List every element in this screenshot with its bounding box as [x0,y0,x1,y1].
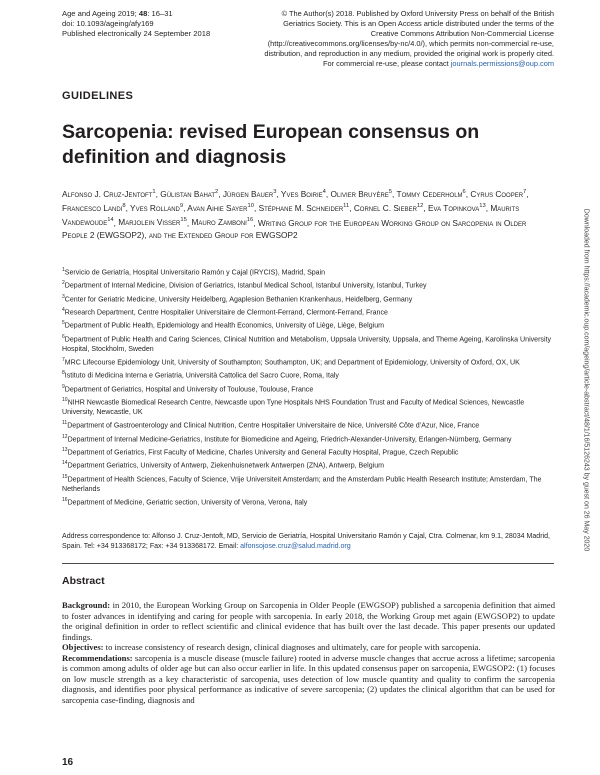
affiliation-text: Department of Internal Medicine, Division of Geriatrics, Istanbul Medical School, Istanbul University, Istanbul, Turkey [64,282,427,290]
journal-volume: 48 [138,9,148,18]
author-name: Avan Aihie Sayer [187,203,248,214]
author-affiliation-marker: 3 [273,189,277,195]
section-divider [62,563,554,564]
author-name: Cyrus Cooper [470,188,524,199]
affiliation-text: Servicio de Geriatría, Hospital Universitario Ramón y Cajal (IRYCIS), Madrid, Spain [64,269,326,277]
affiliation-text: Department of Geriatrics, First Faculty of Medicine, Charles University and General Faculty Hospital, Prague, Czech Republic [67,449,459,457]
license-notice [264,9,554,69]
download-watermark: Downloaded from https://academic.oup.com/ageing/article-abstract/48/1/16/5126243 by guest on 26 May 2020 [582,208,590,552]
author-entry [62,203,126,213]
affiliation-item [62,382,556,395]
author-affiliation-marker: 11 [343,203,350,210]
author-name: Alfonso J. Cruz-Jentoft [62,188,153,199]
author-group: Writing Group for the European Working Group on Sarcopenia in Older People 2 (EWGSOP2), and the Extended Group for EWGSOP2 [62,217,527,240]
author-name: Stéphane M. Schneider [258,203,344,214]
affiliation-number: 15 [62,473,68,480]
permissions-email-link[interactable]: journals.permissions@oup.com [450,59,554,68]
author-name: Olivier Bruyère [330,188,389,199]
author-entry [281,189,326,199]
journal-citation [62,9,262,19]
author-affiliation-marker: 13 [479,203,486,210]
author-affiliation-marker: 15 [180,217,187,224]
affiliation-number: 13 [62,447,68,454]
affiliation-item [62,495,556,508]
author-entry [191,217,253,227]
author-affiliation-marker: 5 [388,189,393,195]
author-affiliation-marker: 12 [416,203,424,210]
journal-citation-prefix: Age and Ageing 2019; [62,9,139,18]
affiliation-item [62,395,556,418]
author-affiliation-marker: 1 [152,189,156,195]
journal-doi: doi: 10.1093/ageing/afy169 [62,19,154,28]
affiliation-text: NIHR Newcastle Biomedical Research Centre, Newcastle upon Tyne Hospitals NHS Foundation Trust and Faculty of Medical Sciences, Newcastle University, Newcastle, UK [62,399,525,417]
affiliation-item [62,445,556,458]
author-affiliation-marker: 6 [462,189,466,195]
author-affiliation-marker: 9 [179,203,184,210]
affiliation-item [62,458,556,471]
affiliation-item [62,368,556,381]
journal-citation-block [62,9,262,39]
author-name: Jürgen Bauer [222,188,274,199]
affiliation-text: Center for Geriatric Medicine, University Heidelberg, Agaplesion Bethanien Krankenhaus, Heidelberg, Germany [64,296,413,304]
affiliation-number: 9 [62,383,65,390]
affiliation-text: Department of Internal Medicine-Geriatrics, Institute for Biomedicine and Ageing, Friedrich-Alexander-University, Erlangen-Nürnberg, Germany [67,436,512,444]
author-name: Yves Boirie [280,188,323,199]
abstract-background [62,600,555,642]
affiliation-number: 7 [62,357,65,364]
author-affiliation-marker: 2 [215,189,219,195]
author-entry [470,189,526,199]
affiliation-number: 14 [62,460,68,467]
author-entry [259,203,350,213]
recommendations-label: Recommendations: [62,652,133,663]
affiliation-text: Department of Gastroenterology and Clinical Nutrition, Centre Hospitalier Universitaire de Nice, Université Côte d’Azur, Nice, France [67,422,480,430]
affiliation-number: 2 [62,280,65,287]
affiliation-text: Department of Geriatrics, Hospital and University of Toulouse, Toulouse, France [64,386,314,394]
author-entry [330,189,392,199]
correspondence-email-link[interactable]: alfonsojose.cruz@salud.madrid.org [240,543,351,550]
author-entry [118,217,187,227]
affiliation-item [62,472,556,495]
author-entry [62,189,156,199]
author-entry [160,189,218,199]
affiliation-number: 10 [62,397,68,404]
affiliation-item [62,265,556,278]
author-entry [130,203,183,213]
affiliation-list [62,265,556,509]
author-entry [223,189,277,199]
article-title: Sarcopenia: revised European consensus on definition and diagnosis [62,121,480,168]
abstract-heading: Abstract [62,575,105,587]
objectives-label: Objectives: [62,642,104,653]
background-label: Background: [62,600,111,610]
affiliation-text: Department of Health Sciences, Faculty of Science, Vrije Universiteit Amsterdam; and the Amsterdam Public Health Research Institute; Amsterdam, The Netherlands [62,476,542,494]
affiliation-number: 6 [62,333,65,340]
affiliation-text: Istituto di Medicina Interna e Geriatria, Università Cattolica del Sacro Cuore, Roma, Italy [64,372,339,380]
affiliation-item [62,318,556,331]
affiliation-text: Department of Public Health, Epidemiology and Health Economics, University of Liège, Liège, Belgium [64,322,385,330]
affiliation-number: 12 [62,433,68,440]
affiliation-text: Research Department, Centre Hospitalier Universitaire de Clermont-Ferrand, Clermont-Ferrand, France [64,309,388,317]
affiliation-item [62,305,556,318]
author-affiliation-marker: 10 [247,203,254,210]
affiliation-number: 11 [62,420,68,427]
abstract-recommendations [62,653,555,706]
journal-published-date: Published electronically 24 September 2018 [62,29,211,38]
author-affiliation-marker: 16 [246,217,254,224]
author-name: Francesco Landi [62,203,123,214]
author-name: Mauro Zamboni [191,217,247,228]
affiliation-text: MRC Lifecourse Epidemiology Unit, University of Southampton; Southampton, UK; and Department of Epidemiology, University of Oxford, OX, UK [64,359,520,367]
recommendations-text: sarcopenia is a muscle disease (muscle failure) rooted in adverse muscle changes that accrue across a lifetime; sarcopenia is common among adults of older age but can also occur earlier in life. In this updated consensus paper on sarcopenia, EWGSOP2: (1) focuses on low muscle strength as a key characteristic of sarcopenia, uses detection of low muscle quantity and quality to confirm the sarcopenia diagnosis, and identifies poor physical performance as indicative of severe sarcopenia; (2) updates the clinical algorithm that can be used for sarcopenia case-finding, diagnosis and [62,652,555,705]
author-entry [428,203,486,213]
affiliation-number: 4 [62,307,65,314]
affiliation-text: Department of Public Health and Caring Sciences, Clinical Nutrition and Metabolism, Uppsala University, Uppsala, and Theme Ageing, Karolinska University Hospital, Stockholm, Sweden [62,336,551,354]
author-affiliation-marker: 4 [322,189,326,195]
author-name: Cornel C. Sieber [353,203,417,214]
author-name: Yves Rolland [130,203,180,214]
objectives-text: to increase consistency of research design, clinical diagnoses and ultimately, care for people with sarcopenia. [103,642,481,653]
affiliation-number: 1 [62,267,65,273]
abstract-body [62,600,555,705]
correspondence-note [62,532,554,552]
page-number: 16 [62,757,74,768]
affiliation-number: 16 [62,497,68,504]
affiliation-item [62,292,556,305]
background-text: in 2010, the European Working Group on Sarcopenia in Older People (EWGSOP) published a sarcopenia definition that aimed to foster advances in identifying and caring for people with sarcopenia. In early 2018, the Working Group met again (EWGSOP2) to update the original definition in order to reflect scientific and clinical evidence that has built over the last decade. This paper presents our updated findings. [62,600,555,642]
affiliation-number: 8 [62,370,65,377]
author-name: Eva Topinkova [428,203,480,214]
author-list: Alfonso J. Cruz-Jentoft$^1$, Gülistan Bahat$^2$, Jürgen Bauer$^3$, Yves Boirie$^4$, Olivier Bruyère$^5$, Tommy Cederholm$^6$, Cyrus Cooper$^7$, Francesco Landi$^8$, Yves Rolland$^9$, Avan Aihie Sayer$^{10}$, Stéphane M. Schneider$^{11}$, Cornel C. Sieber$^{12}$, Eva Topinkova$^{13}$, Maurits Vandewoude$^{14}$, Marjolein Visser$^{15}$, Mauro Zamboni$^{16}$, Writing Group for the European Working Group on Sarcopenia in Older People 2 (EWGSOP2), and the Extended Group for EWGSOP2 [62,188,529,240]
author-name: Marjolein Visser [118,217,181,228]
affiliation-number: 3 [62,293,65,300]
section-label: GUIDELINES [62,90,134,102]
affiliation-item [62,278,556,291]
abstract-objectives [62,642,555,653]
author-name: Tommy Cederholm [396,188,463,199]
journal-pages: : 16–31 [147,9,173,18]
affiliation-item [62,332,556,355]
author-entry [354,203,424,213]
affiliation-text: Department of Medicine, Geriatric section, University of Verona, Verona, Italy [67,499,308,507]
affiliation-number: 5 [62,320,65,327]
correspondence-text: Address correspondence to: Alfonso J. Cruz-Jentoft, MD, Servicio de Geriatría, Hospital Universitario Ramón y Cajal, Ctra. Colmenar, km 9.1, 28034 Madrid, Spain. Tel: +34 913368172; Fax: +34 913368172. Email: [62,533,551,550]
affiliation-item [62,418,556,431]
affiliation-text: Department Geriatrics, University of Antwerp, Ziekenhuisnetwerk Antwerpen (ZNA), Antwerp, Belgium [67,462,385,470]
author-name: Gülistan Bahat [160,188,216,199]
author-affiliation-marker: 14 [107,217,114,224]
author-name: Maurits Vandewoude [62,203,520,228]
author-affiliation-marker: 7 [523,189,527,195]
author-entry [187,203,254,213]
author-affiliation-marker: 8 [122,203,126,210]
author-entry [397,189,466,199]
affiliation-item [62,432,556,445]
affiliation-item [62,355,556,368]
license-text: © The Author(s) 2018. Published by Oxford University Press on behalf of the British Geriatrics Society. This is an Open Access article distributed under the terms of the Creative Commons Attribution Non-Commercial License (http://creativecommons.org/licenses/by-nc/4.0/), which permits non-commercial re-use, distribution, and reproduction in any medium, provided the original work is properly cited. For commercial re-use, please contact [264,9,554,68]
